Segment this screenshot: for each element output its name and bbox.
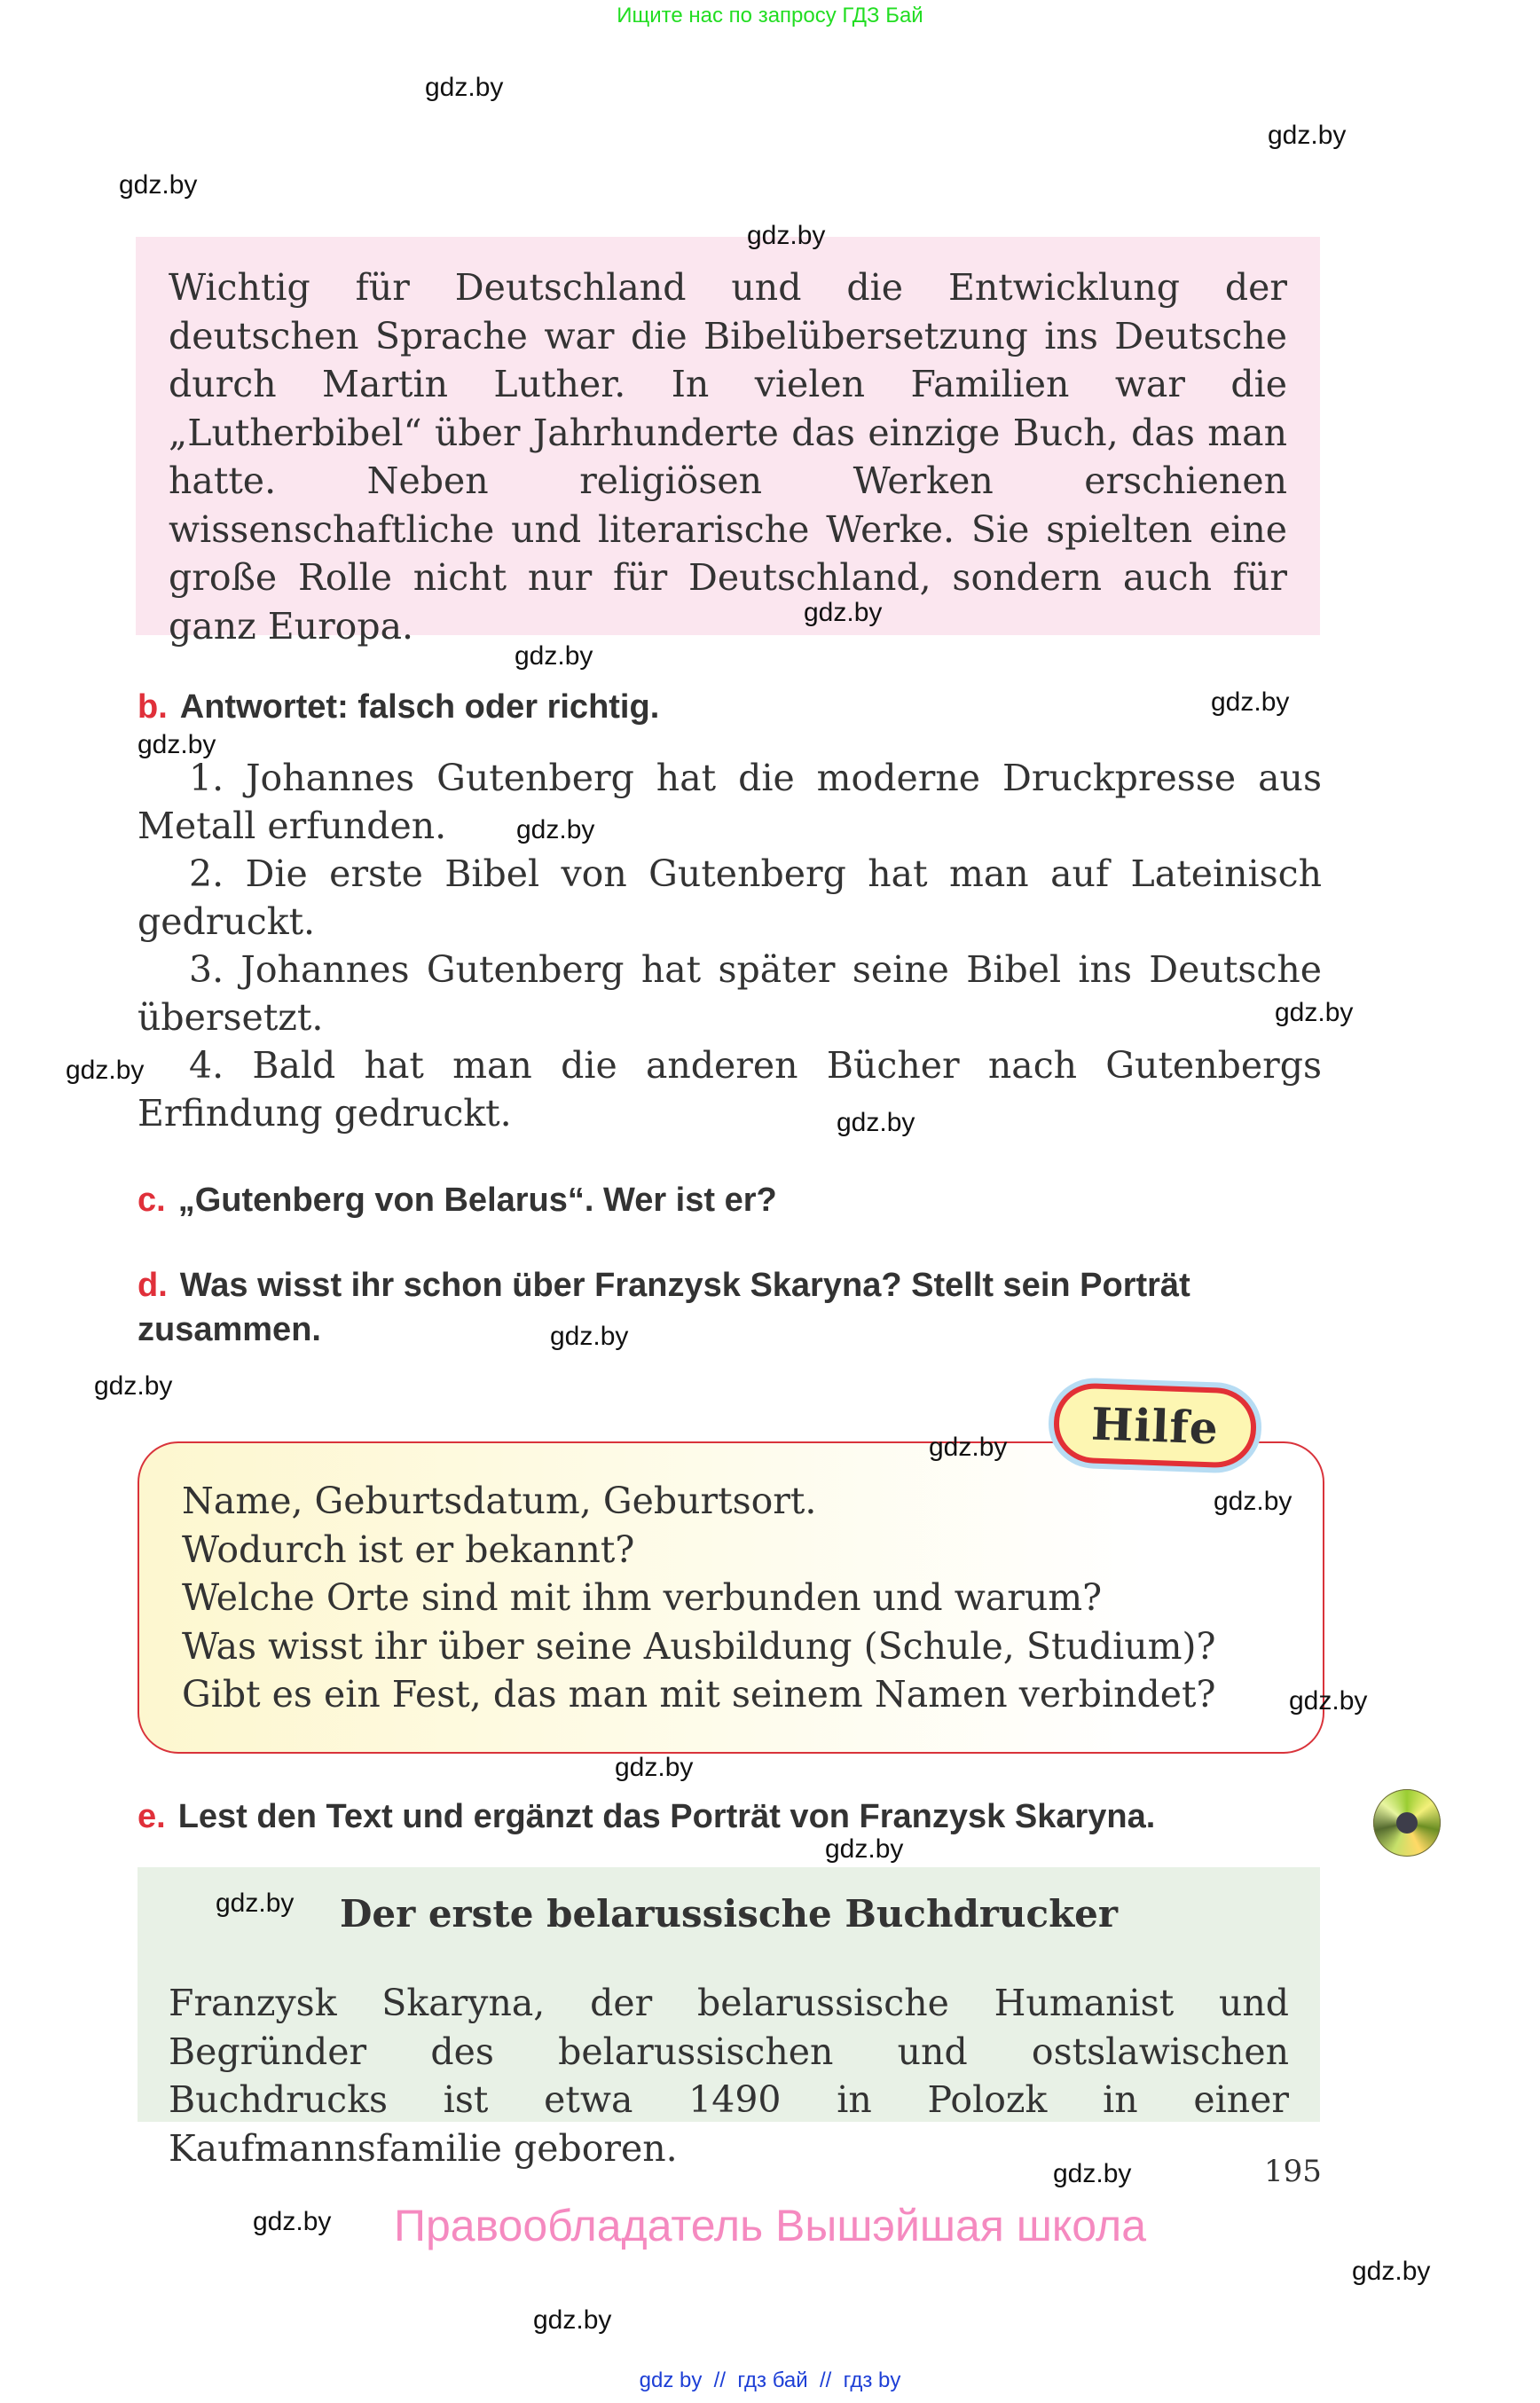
watermark-text: gdz.by — [837, 1108, 915, 1137]
task-b-heading — [138, 685, 1326, 729]
task-title: Antwortet: falsch oder richtig. — [179, 688, 660, 726]
watermark-text: gdz.by — [253, 2207, 332, 2236]
statement-item: 2. Die erste Bibel von Gutenberg hat man auf Lateinisch gedruckt. — [138, 852, 1322, 943]
hilfe-badge — [1052, 1382, 1257, 1469]
watermark-text: gdz.by — [1053, 2159, 1132, 2188]
hilfe-line: Name, Geburtsdatum, Geburtsort. — [182, 1480, 817, 1522]
watermark-text: gdz.by — [1211, 687, 1290, 717]
audio-cd-icon[interactable] — [1373, 1789, 1441, 1857]
task-title: „Gutenberg von Belarus“. Wer ist er? — [177, 1182, 777, 1219]
watermark-text: gdz.by — [1268, 121, 1347, 150]
watermark-text: gdz.by — [138, 730, 216, 759]
statement-item: 1. Johannes Gutenberg hat die moderne Druckpresse aus Metall erfunden. — [138, 757, 1322, 847]
footer-links[interactable]: gdz by // гдз бай // гдз by — [639, 2368, 901, 2392]
hilfe-line: Wodurch ist er bekannt? — [182, 1527, 635, 1571]
task-e-heading — [138, 1794, 1326, 1839]
intro-text-box — [136, 237, 1320, 648]
watermark-text: gdz.by — [425, 73, 504, 102]
reading-title: Der erste belarussische Buchdrucker — [339, 1892, 1119, 1936]
watermark-text: gdz.by — [615, 1753, 694, 1782]
hilfe-line: Gibt es ein Fest, das man mit seinem Namen verbindet? — [182, 1673, 1216, 1716]
rights-holder-notice: Правообладатель Вышэйшая школа — [394, 2201, 1146, 2250]
watermark-text: gdz.by — [1289, 1686, 1368, 1716]
intro-paragraph: Wichtig für Deutschland und die Entwicklung der deutschen Sprache war die Bibelübersetzung ins Deutsche durch Martin Luther. In vielen Familien war die „Lutherbibel“ über Jahrhunderte das einzige Buch, das man hatte. Neben religiösen Werken erschienen wissenschaftliche und literarische Werke. Sie spielten eine große Rolle nicht nur für Deutschland, sondern auch für ganz Europa. — [169, 266, 1287, 648]
hilfe-line: Was wisst ihr über seine Ausbildung (Schule, Studium)? — [182, 1624, 1216, 1668]
hilfe-badge-label: Hilfe — [1090, 1397, 1220, 1454]
statement-item: 4. Bald hat man die anderen Bücher nach Gutenbergs Erfindung gedruckt. — [138, 1044, 1322, 1135]
reading-paragraph: Franzysk Skaryna, der belarussische Humanist und Begründer des belarussischen und ostslawischen Buchdrucks ist etwa 1490 in Polozk in einer Kaufmannsfamilie geboren. — [169, 1982, 1289, 2170]
hilfe-box — [138, 1441, 1324, 1754]
watermark-text: gdz.by — [66, 1056, 145, 1085]
watermark-text: gdz.by — [94, 1371, 173, 1401]
task-letter: b. — [138, 688, 168, 726]
watermark-text: gdz.by — [825, 1834, 904, 1864]
task-title: Lest den Text und ergänzt das Porträt von Franzysk Skaryna. — [177, 1798, 1156, 1835]
statement-item: 3. Johannes Gutenberg hat später seine Bibel ins Deutsche übersetzt. — [138, 948, 1322, 1039]
watermark-text: gdz.by — [1352, 2257, 1431, 2286]
watermark-text: gdz.by — [929, 1433, 1008, 1462]
watermark-text: gdz.by — [119, 170, 198, 200]
watermark-text: gdz.by — [515, 641, 593, 671]
watermark-text: gdz.by — [550, 1322, 629, 1351]
task-letter: c. — [138, 1182, 166, 1219]
task-letter: e. — [138, 1798, 166, 1835]
search-banner: Ищите нас по запросу ГДЗ Бай — [617, 4, 923, 27]
hilfe-questions — [182, 1477, 1216, 1719]
task-title: Was wisst ihr schon über Franzysk Skaryna? Stellt sein Porträt zusammen. — [138, 1267, 1190, 1348]
watermark-text: gdz.by — [804, 598, 883, 627]
reading-text-box — [138, 1867, 1320, 2170]
watermark-text: gdz.by — [1214, 1487, 1292, 1516]
watermark-text: gdz.by — [1275, 998, 1354, 1027]
watermark-text: gdz.by — [747, 221, 826, 250]
watermark-text: gdz.by — [216, 1889, 295, 1918]
page-number: 195 — [1264, 2154, 1322, 2189]
statement-list — [138, 754, 1322, 1137]
watermark-text: gdz.by — [516, 815, 595, 844]
watermark-text: gdz.by — [533, 2305, 612, 2335]
task-c-heading — [138, 1178, 1326, 1222]
task-d-heading — [138, 1263, 1326, 1352]
hilfe-line: Welche Orte sind mit ihm verbunden und warum? — [182, 1576, 1103, 1619]
task-letter: d. — [138, 1267, 168, 1304]
